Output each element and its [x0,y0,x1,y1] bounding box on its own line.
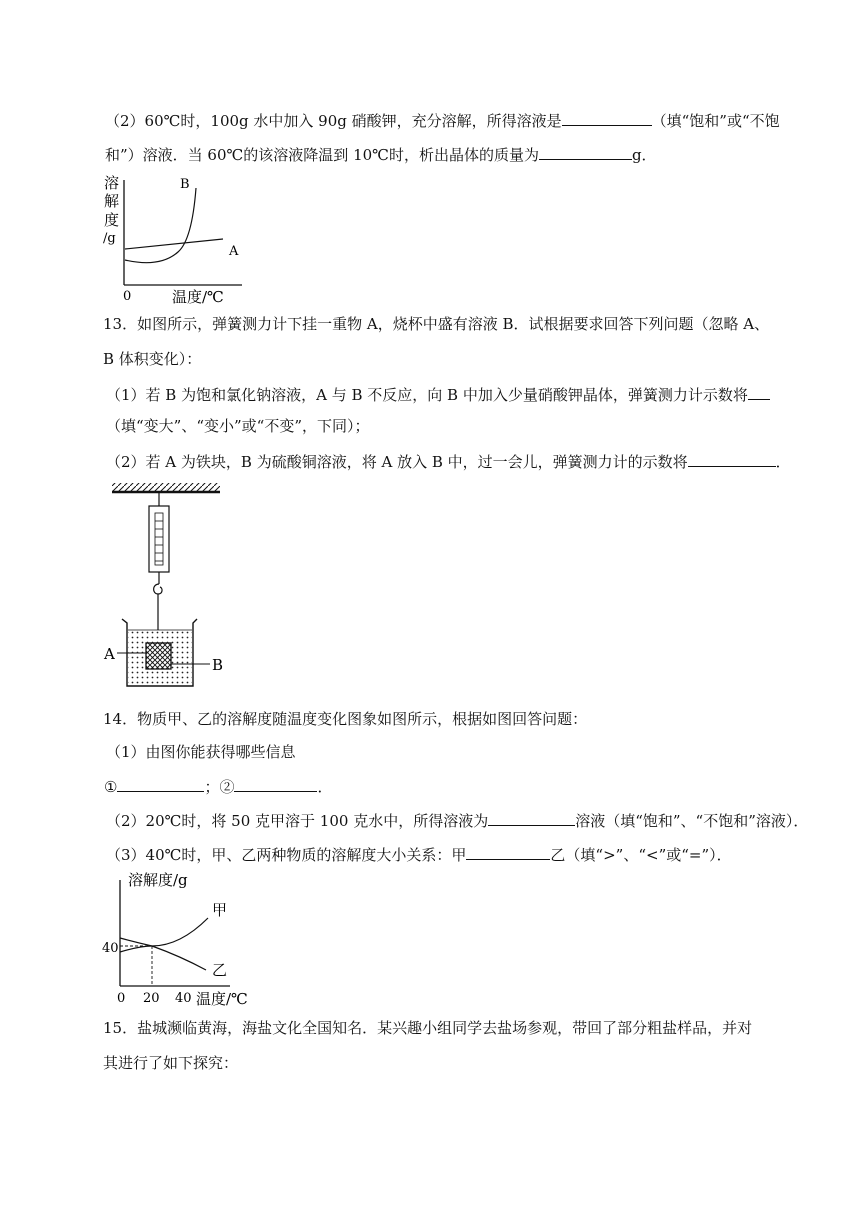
q13-blank-1[interactable] [748,384,770,400]
q12-fig-ylabel-3: 度 [104,211,120,229]
q12-blank-saturation[interactable] [562,110,652,126]
q14-fig-curve-yi [120,938,206,970]
q14-part3 [106,844,732,865]
q13-part2-text-a: （2）若 A 为铁块，B 为硫酸铜溶液，将 A 放入 B 中，过一会儿，弹簧测力计的示数将 [106,453,688,471]
q14-answer2-mark: ② [219,778,235,796]
q14-part1: （1）由图你能获得哪些信息 [106,743,296,761]
q12-part2-text-a: （2）60℃时，100g 水中加入 90g 硝酸钾，充分溶解，所得溶液是 [105,112,562,130]
q12-fig-xlabel: 温度/℃ [172,288,224,305]
q14-answer-sep: ； [204,778,220,796]
label-a: A [104,645,115,663]
q12-fig-origin: 0 [123,289,132,304]
q13-part1-text: （1）若 B 为饱和氯化钠溶液，A 与 B 不反应，向 B 中加入少量硝酸钾晶体，弹簧测力计示数将 [106,386,748,404]
object-a-block [146,643,171,669]
q13-part2-text-b: ． [775,453,791,471]
q12-part2-line2-b: g． [631,146,657,164]
q14-solubility-figure [100,868,250,1006]
q14-fig-ylabel: 溶解度/g [128,871,188,889]
q12-solubility-figure [100,170,250,305]
q12-fig-curve-a [125,239,223,249]
q13-stem-line2: B 体积变化）： [103,350,202,368]
q12-fig-ylabel-1: 溶 [104,174,120,192]
q14-fig-label-yi: 乙 [212,961,228,979]
q13-spring-scale-figure [100,480,240,695]
q13-part1-line2: （填“变大”、“变小”或“不变”，下同）； [106,417,370,435]
q14-blank-3[interactable] [488,810,575,826]
q14-fig-curve-jia [120,918,208,952]
q12-fig-curve-b [125,188,196,263]
q12-part2-text-b: （填“饱和”或“不饱 [651,112,780,130]
q14-answers-line [104,776,333,797]
q13-stem-line1: 13．如图所示，弹簧测力计下挂一重物 A，烧杯中盛有溶液 B．试根据要求回答下列问题（忽略 A、 [103,315,770,333]
q14-fig-label-jia: 甲 [212,901,228,919]
scale-hook [154,584,162,594]
q14-part2-text-a: （2）20℃时，将 50 克甲溶于 100 克水中，所得溶液为 [106,812,489,830]
q12-fig-yunit: /g [103,231,116,246]
q14-fig-xtick-20: 20 [143,991,160,1006]
q12-part2-line2-a: 和”）溶液．当 60℃的该溶液降温到 10℃时，析出晶体的质量为 [105,146,539,164]
q14-stem: 14．物质甲、乙的溶解度随温度变化图象如图所示，根据如图回答问题： [103,710,588,728]
q14-blank-4[interactable] [466,844,550,860]
q15-line2: 其进行了如下探究： [103,1054,239,1072]
q12-part2-line2 [105,144,657,165]
q14-fig-ytick-40: 40 [102,941,119,956]
spring-scale-body [149,506,169,572]
q12-fig-label-a: A [229,244,239,259]
q12-blank-crystal-mass[interactable] [539,144,632,160]
q14-answer1-mark: ① [104,778,118,796]
q14-fig-xtick-0: 0 [117,991,126,1006]
q14-fig-xtick-40: 40 [175,991,192,1006]
ceiling-hatch [112,483,220,492]
q14-part3-text-a: （3）40℃时，甲、乙两种物质的溶解度大小关系：甲 [106,846,467,864]
q12-part2-line1 [105,110,780,131]
q14-blank-2[interactable] [234,776,317,792]
q14-part2 [106,810,808,831]
q15-line1: 15．盐城濒临黄海，海盐文化全国知名．某兴趣小组同学去盐场参观，带回了部分粗盐样品，并对 [103,1019,753,1037]
q14-blank-1[interactable] [117,776,204,792]
q14-part3-text-b: 乙（填“>”、“<”或“=”）． [550,846,732,864]
q14-answer-end: ． [317,778,333,796]
q14-part2-text-b: 溶液（填“饱和”、“不饱和”溶液）． [575,812,809,830]
q13-part1-line1 [106,384,770,405]
q14-fig-xlabel: 温度/℃ [196,990,248,1006]
q12-fig-label-b: B [180,177,190,192]
q13-part2-line [106,451,791,472]
q13-blank-2[interactable] [688,451,776,467]
q12-fig-ylabel-2: 解 [104,192,120,210]
label-b: B [212,656,224,674]
